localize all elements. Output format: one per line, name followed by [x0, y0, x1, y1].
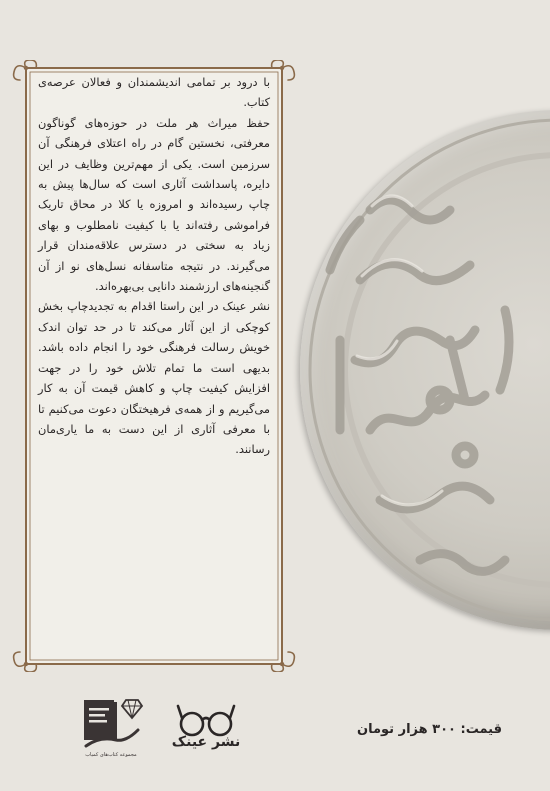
publisher-name: نشر عینک — [171, 734, 241, 750]
collection-name: مجموعه کتاب‌های کمیاب — [85, 752, 137, 758]
paragraph-heritage: حفظ میراث هر ملت در حوزه‌های گوناگون معرفتی، نخستین گام در راه اعتلای فرهنگی آن سرزمین است. یکی از مهم‌ترین وظایف در این دایره، پاسداشت آثاری است که سال‌ها پیش به چاپ رسیده‌اند و امروزه یا کلا در محاق تاریک فراموشی رفته‌اند یا با کیفیت نامطلوب و بهای زیاد به سختی در دسترس علاقه‌مندان قرار می‌گیرند. در نتیجه متاسفانه نسل‌های نو از آن گنجینه‌های ارزشمند دانایی بی‌بهره‌اند. — [38, 115, 270, 294]
publisher-logo — [170, 700, 242, 760]
collection-logo — [76, 696, 146, 766]
paragraph-publisher: نشر عینک در این راستا اقدام به تجدیدچاپ بخش کوچکی از این آثار می‌کند تا در حد توان اندک خویش رسالت فرهنگی خود را انجام داده باشد. بدیهی است ما تمام تلاش خود را در جهت افزایش کیفیت چاپ و کاهش قیمت آن به کار می‌گیریم و از همه‌ی فرهیختگان دعوت می‌کنیم تا با معرفی آثاری از این دست به ما یاری‌مان رسانند. — [38, 299, 270, 457]
coin-image — [300, 110, 550, 630]
paragraph-greeting: با درود بر تمامی اندیشمندان و فعالان عرصه‌ی کتاب. — [38, 75, 270, 110]
price-label: قیمت: ۳۰۰ هزار تومان — [357, 722, 502, 737]
body-text — [38, 72, 270, 658]
book-diamond-icon — [76, 696, 146, 752]
text-frame — [12, 60, 296, 672]
